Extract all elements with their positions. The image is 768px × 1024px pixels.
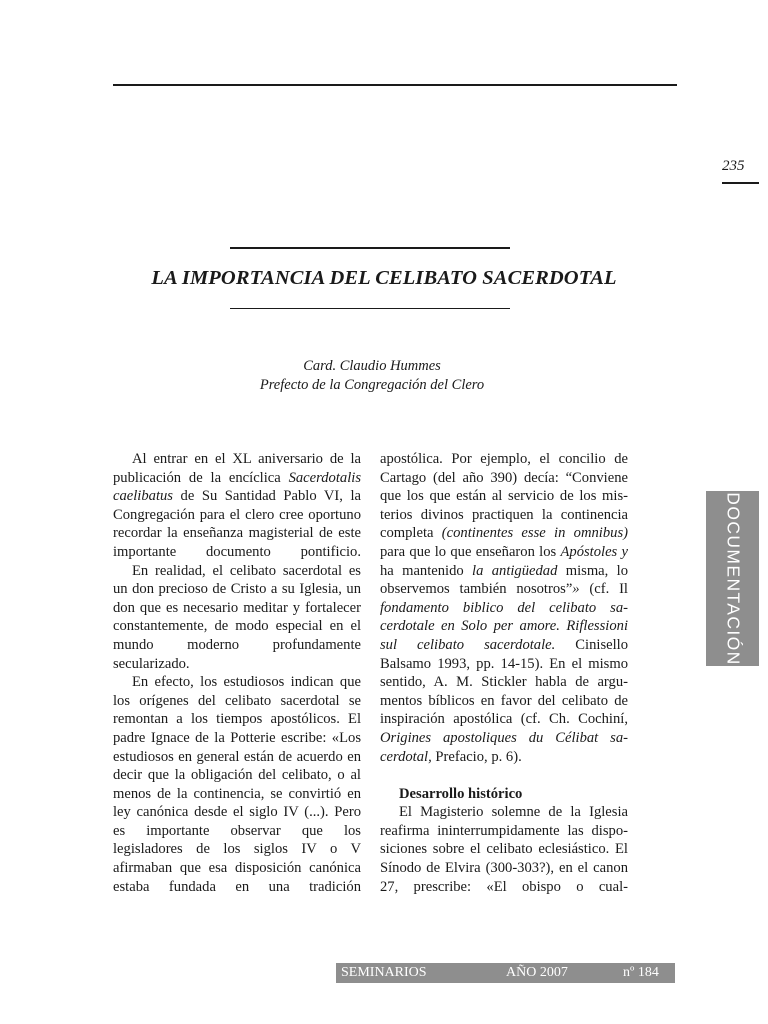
paragraph-gift: En realidad, el celibato sacerdotal es un don precioso de Cristo a su Iglesia, un don que es necesario meditar y fortalecer constantemente, de modo especial en el mundo moderno profundamente secularizado. bbox=[113, 562, 361, 672]
author-name: Card. Claudio Hummes bbox=[303, 358, 441, 374]
section-heading: Desarrollo histórico bbox=[399, 785, 523, 802]
footer-journal: SEMINARIOS bbox=[341, 965, 427, 980]
text-column-left bbox=[113, 450, 361, 896]
title-rule-top bbox=[230, 247, 510, 249]
footer-issue: nº 184 bbox=[623, 965, 659, 980]
footer-year: AÑO 2007 bbox=[506, 965, 568, 980]
section-gap bbox=[380, 766, 628, 785]
paragraph-intro: Al entrar en el XL aniversario de la publicación de la encíclica Sacerdotalis caelibatus de Su Santidad Pablo VI, la Congregación para el clero cree oportuno recordar la enseñanza magisterial de este importante documento pontificio. bbox=[113, 451, 361, 560]
side-tab-label: DOCUMENTACIÓN bbox=[723, 491, 743, 666]
paragraph-origins: En efecto, los estudiosos indican que los orígenes del celibato sacerdotal se remontan a los tiempos apostólicos. El padre Ignace de la Potterie escribe: «Los estudiosos en general están de acuerdo en decir que la obligación del celibato, o al menos de la continencia, se convirtió en ley canónica desde el siglo IV (...). Pero es importante observar que los legisladores de los siglos IV o V afirmaban que esa disposición canónica estaba fundada en una tradición bbox=[113, 674, 361, 895]
footer-bar bbox=[336, 963, 675, 983]
top-rule bbox=[113, 84, 677, 86]
text-column-right bbox=[380, 450, 628, 896]
paragraph-continuation: apostólica. Por ejemplo, el concilio de Cartago (del año 390) decía: “Conviene que los que están al servicio de los misterios divinos practiquen la continencia completa (continentes esse in omnibus) para que lo que enseñaron los Apóstoles y ha mantenido la antigüedad misma, lo observemos también nosotros”» (cf. Il fondamento biblico del celibato sacerdotale en Solo per amore. Riflessioni sul celibato sacerdotale. Cinisello Balsamo 1993, pp. 14-15). En el mismo sentido, A. M. Stickler habla de argumentos bíblicos en favor del celibato de inspiración apostólica (cf. Ch. Cochiní, Origines apostoliques du Célibat sacerdotal, Prefacio, p. 6). bbox=[380, 451, 629, 765]
page-number: 235 bbox=[722, 158, 745, 174]
paragraph-magisterium: El Magisterio solemne de la Iglesia reafirma ininterrumpidamente las disposiciones sobre el celibato eclesiástico. El Sínodo de Elvira (300-303?), en el canon 27, prescribe: «El obispo o cual- bbox=[380, 804, 628, 895]
section-side-tab bbox=[706, 491, 759, 666]
title-rule-bottom bbox=[230, 308, 510, 309]
article-title: LA IMPORTANCIA DEL CELIBATO SACERDOTAL bbox=[151, 267, 617, 289]
author-role: Prefecto de la Congregación del Clero bbox=[259, 377, 485, 393]
page-number-rule bbox=[722, 182, 759, 184]
